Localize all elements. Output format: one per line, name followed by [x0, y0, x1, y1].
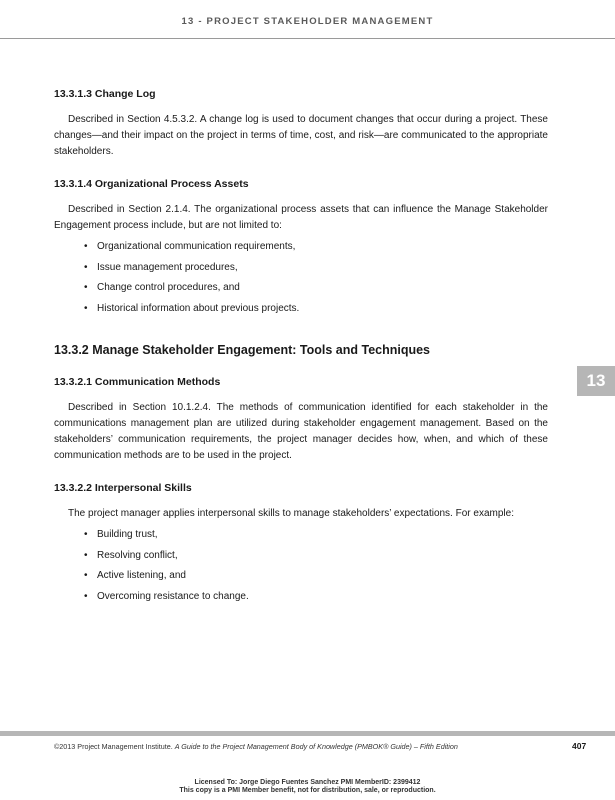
bullet-icon: • — [84, 241, 88, 252]
heading-organizational-process-assets: 13.3.1.4 Organizational Process Assets — [54, 178, 249, 190]
paragraph-interpersonal-skills: The project manager applies interpersonal skills to manage stakeholders’ expectations. For example: — [68, 508, 514, 519]
paragraph-change-log: Described in Section 4.5.3.2. A change log is used to document changes that occur during a project. These changes—and their impact on the project in terms of time, cost, and risk—are communicated to the appropriate stakeholders. — [54, 114, 548, 157]
footer-citation — [54, 742, 566, 751]
heading-change-log: 13.3.1.3 Change Log — [54, 88, 156, 100]
chapter-tab: 13 — [577, 366, 615, 396]
page-content — [54, 86, 548, 607]
list-item: • Active listening, and — [84, 566, 548, 587]
heading-tools-and-techniques: 13.3.2 Manage Stakeholder Engagement: Tools and Techniques — [54, 343, 431, 357]
license-line-2: This copy is a PMI Member benefit, not for distribution, sale, or reproduction. — [179, 787, 436, 794]
opa-bullet-list — [54, 237, 548, 319]
bullet-icon: • — [84, 590, 88, 602]
bullet-icon: • — [84, 282, 88, 293]
list-item: • Historical information about previous projects. — [84, 299, 548, 320]
paragraph-organizational-process-assets: Described in Section 2.1.4. The organizational process assets that can influence the Manage Stakeholder Engagement process include, but are not limited to: — [54, 204, 548, 231]
header-rule — [0, 38, 615, 39]
footer-book-title: A Guide to the Project Management Body of Knowledge (PMBOK® Guide) – Fifth Edition — [174, 742, 458, 751]
license-line-1: Licensed To: Jorge Diego Fuentes Sanchez PMI MemberID: 2399412 — [194, 779, 421, 786]
bullet-icon: • — [84, 570, 88, 581]
paragraph-communication-methods: Described in Section 10.1.2.4. The methods of communication identified for each stakeholder in the communications management plan are utilized during stakeholder engagement management. Based on the stakeholders’ communication requirements, the project manager decides how, when, and which of these communication methods are to be used in the project. — [54, 402, 548, 461]
page-number: 407 — [572, 741, 587, 751]
bullet-icon: • — [84, 302, 88, 314]
bullet-icon: • — [84, 549, 88, 561]
list-item: • Organizational communication requirements, — [84, 237, 548, 258]
interpersonal-bullet-list — [54, 525, 548, 607]
bullet-icon: • — [84, 261, 88, 273]
list-item: • Overcoming resistance to change. — [84, 587, 548, 608]
license-notice — [0, 779, 615, 795]
list-item: • Building trust, — [84, 525, 548, 546]
footer-copyright: ©2013 Project Management Institute. — [54, 742, 173, 751]
list-item: • Change control procedures, and — [84, 278, 548, 299]
heading-communication-methods: 13.3.2.1 Communication Methods — [54, 376, 221, 388]
running-header: 13 - PROJECT STAKEHOLDER MANAGEMENT — [181, 16, 434, 27]
footer-bar — [0, 731, 615, 736]
list-item: • Issue management procedures, — [84, 258, 548, 279]
list-item: • Resolving conflict, — [84, 546, 548, 567]
heading-interpersonal-skills: 13.3.2.2 Interpersonal Skills — [54, 482, 192, 494]
bullet-icon: • — [84, 529, 88, 540]
